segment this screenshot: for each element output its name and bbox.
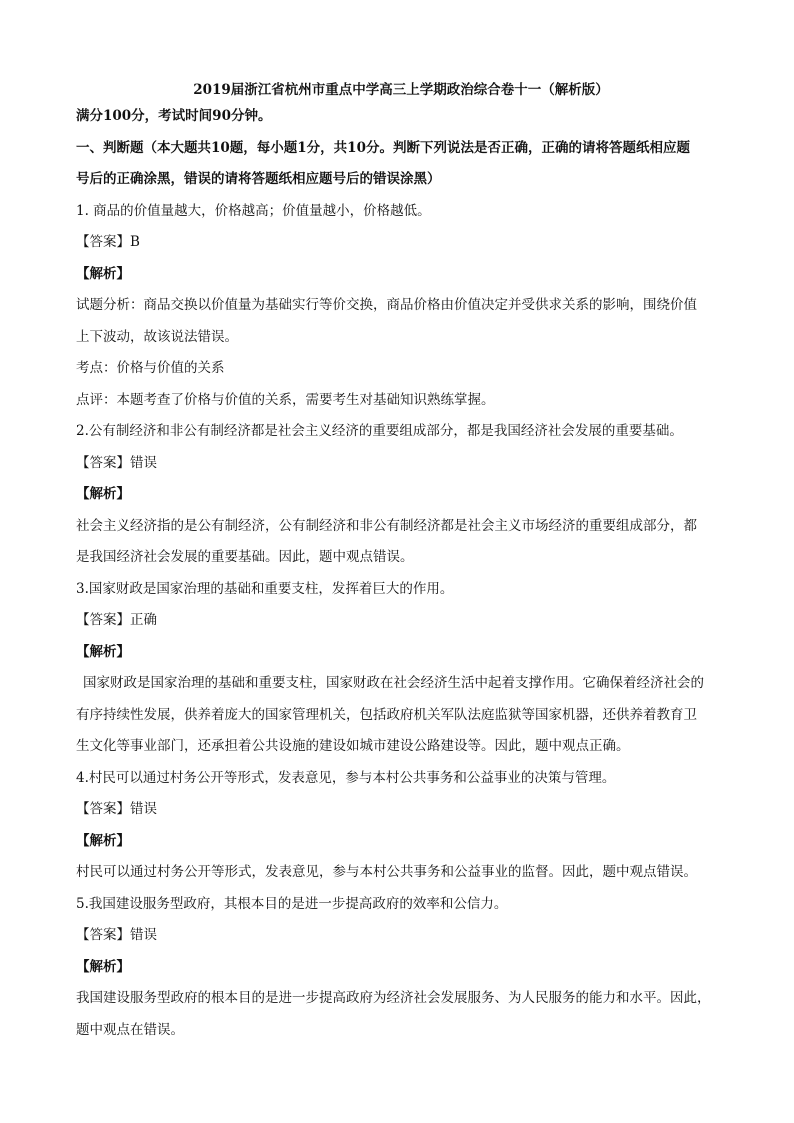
document-body [76, 101, 726, 1046]
text-line: 【答案】B [76, 234, 140, 250]
text-line: 【答案】错误 [76, 801, 157, 817]
text-line: 社会主义经济指的是公有制经济，公有制经济和非公有制经济都是社会主义市场经济的重要组成部分，都 [76, 517, 697, 534]
text-line: 考点：价格与价值的关系 [76, 360, 225, 376]
text-line: 【解析】 [76, 832, 130, 849]
text-line: 【答案】错误 [76, 454, 157, 471]
text-line: 村民可以通过村务公开等形式，发表意见，参与本村公共事务和公益事业的监督。因此，题中观点错误。 [76, 864, 697, 880]
text-line: 有序持续性发展，供养着庞大的国家管理机关，包括政府机关军队法庭监狱等国家机器，还供养着教育卫 [76, 706, 697, 723]
text-line: 【解析】 [76, 486, 130, 502]
text-line: 我国建设服务型政府的根本目的是进一步提高政府为经济社会发展服务、为人民服务的能力和水平。因此， [76, 990, 711, 1006]
text-line: 3.国家财政是国家治理的基础和重要支柱，发挥着巨大的作用。 [76, 580, 454, 597]
text-line: 【解析】 [76, 265, 130, 282]
text-line: 号后的正确涂黑，错误的请将答题纸相应题号后的错误涂黑） [76, 171, 441, 187]
document-title: 2019届浙江省杭州市重点中学高三上学期政治综合卷十一（解析版） [193, 82, 609, 98]
text-line: 2.公有制经济和非公有制经济都是社会主义经济的重要组成部分，都是我国经济社会发展的重要基础。 [76, 423, 683, 439]
text-line: 一、判断题（本大题共10题，每小题1分，共10分。判断下列说法是否正确，正确的请将答题纸相应题 [76, 139, 690, 156]
text-line: 5.我国建设服务型政府，其根本目的是进一步提高政府的效率和公信力。 [76, 895, 508, 912]
text-line: 满分100分，考试时间90分钟。 [76, 108, 272, 124]
text-line: 【解析】 [76, 958, 130, 975]
text-line: 国家财政是国家治理的基础和重要支柱，国家财政在社会经济生活中起着支撑作用。它确保着经济社会的 [83, 675, 704, 691]
document-page [76, 79, 726, 1046]
text-line: 生文化等事业部门，还承担着公共设施的建设如城市建设公路建设等。因此，题中观点正确。 [76, 738, 630, 754]
text-line: 【解析】 [76, 643, 130, 660]
text-line: 1. 商品的价值量越大，价格越高；价值量越小，价格越低。 [76, 202, 431, 219]
text-line: 题中观点在错误。 [76, 1021, 184, 1038]
text-line: 【答案】错误 [76, 927, 157, 943]
text-line: 是我国经济社会发展的重要基础。因此，题中观点错误。 [76, 549, 414, 565]
text-line: 点评：本题考查了价格与价值的关系，需要考生对基础知识熟练掌握。 [76, 391, 495, 408]
text-line: 上下波动，故该说法错误。 [76, 328, 238, 345]
text-line: 4.村民可以通过村务公开等形式，发表意见，参与本村公共事务和公益事业的决策与管理。 [76, 769, 616, 786]
text-line: 试题分析：商品交换以价值量为基础实行等价交换，商品价格由价值决定并受供求关系的影响，围绕价值 [76, 297, 697, 313]
text-line: 【答案】正确 [76, 612, 157, 628]
